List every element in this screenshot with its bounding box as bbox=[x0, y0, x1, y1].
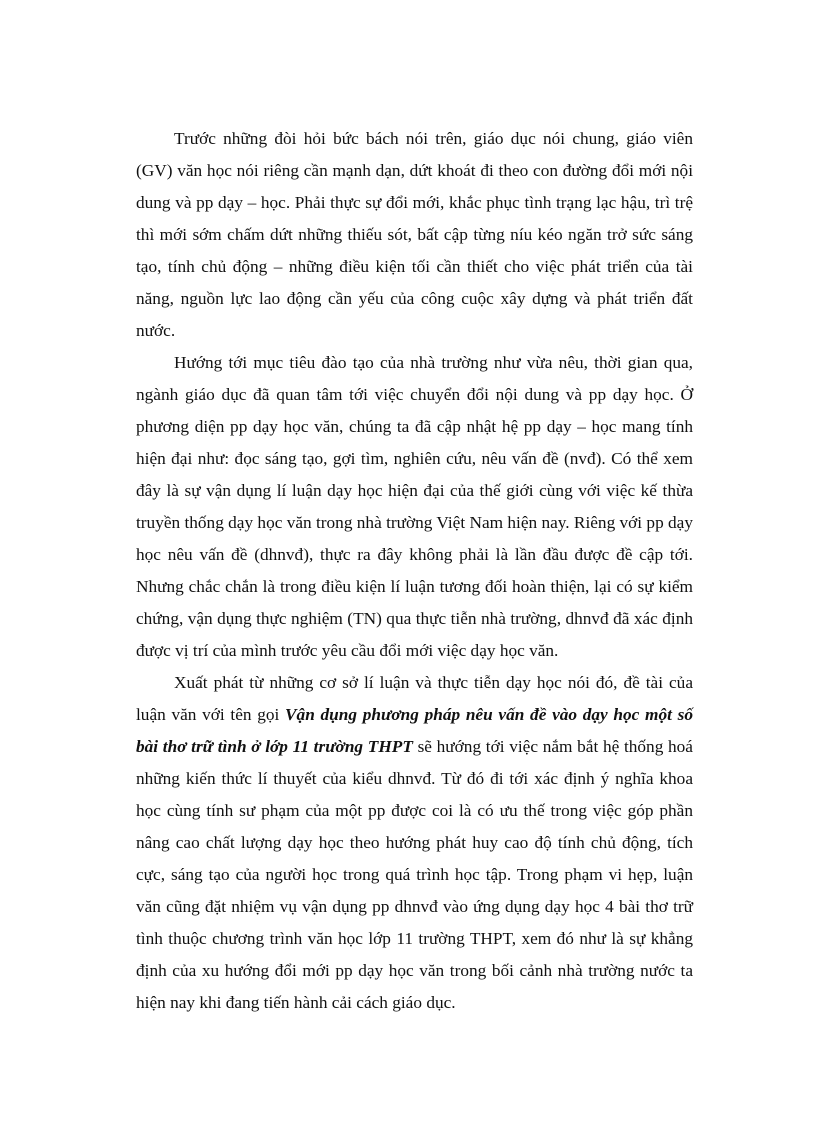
paragraph-3 bbox=[136, 667, 693, 1019]
paragraph-1: Trước những đòi hỏi bức bách nói trên, giáo dục nói chung, giáo viên (GV) văn học nói riêng cần mạnh dạn, dứt khoát đi theo con đường đổi mới nội dung và pp dạy – học. Phải thực sự đổi mới, khắc phục tình trạng lạc hậu, trì trệ thì mới sớm chấm dứt những thiếu sót, bất cập từng níu kéo ngăn trở sức sáng tạo, tính chủ động – những điều kiện tối cần thiết cho việc phát triển của tài năng, nguồn lực lao động cần yếu của công cuộc xây dựng và phát triển đất nước. bbox=[136, 129, 693, 340]
paragraph-3-lead: Xuất phát từ những cơ sở lí luận và thực tiễn dạy học nói đó, đề tài của luận văn với tên gọi bbox=[136, 673, 693, 724]
thesis-title: Vận dụng phương pháp nêu vấn đề vào dạy học một số bài thơ trữ tình ở lớp 11 trường THPT bbox=[136, 705, 693, 756]
paragraph-3-rest: sẽ hướng tới việc nắm bắt hệ thống hoá những kiến thức lí thuyết của kiểu dhnvđ. Từ đó đi tới xác định ý nghĩa khoa học cùng tính sư phạm của một pp được coi là có ưu thế trong việc góp phần nâng cao chất lượng dạy học theo hướng phát huy cao độ tính chủ động, tích cực, sáng tạo của người học trong quá trình học tập. Trong phạm vi hẹp, luận văn cũng đặt nhiệm vụ vận dụng pp dhnvđ vào ứng dụng dạy học 4 bài thơ trữ tình thuộc chương trình văn học lớp 11 trường THPT, xem đó như là sự khẳng định của xu hướng đổi mới pp dạy học văn trong bối cảnh nhà trường nước ta hiện nay khi đang tiến hành cải cách giáo dục. bbox=[136, 737, 693, 1012]
paragraph-2: Hướng tới mục tiêu đào tạo của nhà trường như vừa nêu, thời gian qua, ngành giáo dục đã quan tâm tới việc chuyển đổi nội dung và pp dạy học. Ở phương diện pp dạy học văn, chúng ta đã cập nhật hệ pp dạy – học mang tính hiện đại như: đọc sáng tạo, gợi tìm, nghiên cứu, nêu vấn đề (nvđ). Có thể xem đây là sự vận dụng lí luận dạy học hiện đại của thế giới cùng với việc kế thừa truyền thống dạy học văn trong nhà trường Việt Nam hiện nay. Riêng với pp dạy học nêu vấn đề (dhnvđ), thực ra đây không phải là lần đầu được đề cập tới. Nhưng chắc chắn là trong điều kiện lí luận tương đối hoàn thiện, lại có sự kiểm chứng, vận dụng thực nghiệm (TN) qua thực tiễn nhà trường, dhnvđ đã xác định được vị trí của mình trước yêu cầu đổi mới việc dạy học văn. bbox=[136, 353, 693, 660]
body-text bbox=[136, 123, 693, 1019]
